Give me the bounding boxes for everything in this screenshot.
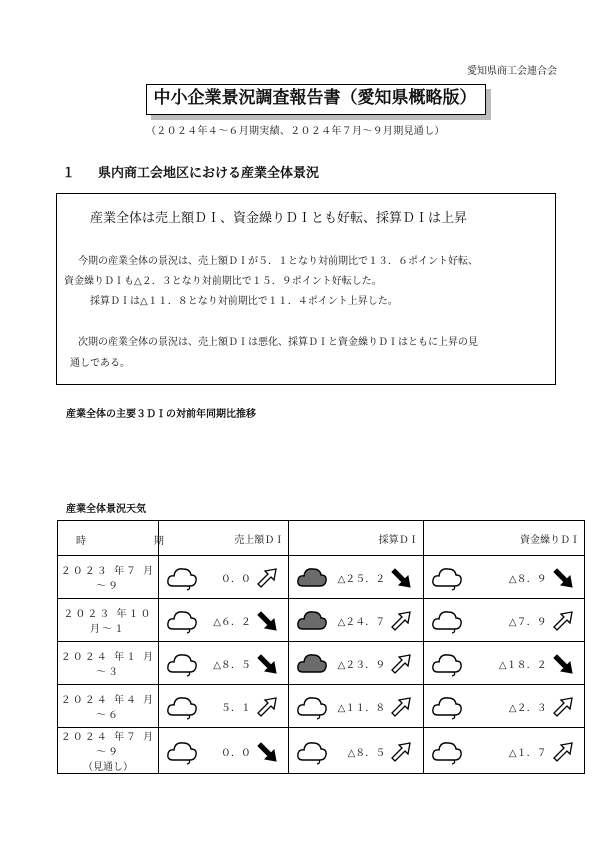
arrow-down-icon	[551, 566, 575, 590]
sales-value: ０．０	[220, 747, 251, 759]
funding-cell	[423, 642, 584, 685]
period-header-label: 時	[76, 536, 86, 547]
arrow-up-icon	[389, 740, 413, 764]
arrow-up-icon	[389, 652, 413, 676]
di-trend-heading: 産業全体の主要３ＤＩの対前年同期比推移	[66, 409, 256, 420]
arrow-down-icon	[255, 652, 279, 676]
funding-value: △８．９	[508, 574, 547, 585]
sales-cell	[158, 556, 288, 599]
funding-value: △２．３	[508, 703, 547, 714]
sales-cell	[158, 685, 288, 728]
period-label: ２０２３ 年１０ 月～１	[63, 609, 153, 635]
section-heading	[62, 162, 319, 181]
summary-paragraph-line: 次期の産業全体の景況は、売上額ＤＩは悪化、採算ＤＩと資金繰りＤＩはともに上昇の見	[78, 337, 478, 348]
profit-value: △１１．８	[337, 703, 386, 714]
arrow-up-icon	[255, 695, 279, 719]
section-title: 県内商工会地区における産業全体景況	[98, 166, 320, 181]
dark-cloud-icon	[295, 648, 329, 678]
cloud-icon	[165, 691, 199, 721]
funding-cell	[423, 599, 584, 642]
sales-cell	[158, 728, 288, 774]
sales-value: △６．２	[213, 617, 251, 628]
sales-cell	[158, 642, 288, 685]
sales-value: △８．５	[213, 660, 251, 671]
weather-row	[58, 685, 585, 728]
arrow-down-icon	[255, 740, 279, 764]
period-cell	[58, 599, 159, 642]
period-header	[58, 521, 164, 556]
summary-paragraph-line: 資金繰りＤＩも△２．３となり対前期比で１５．９ポイント好転した。	[64, 276, 382, 287]
cloud-icon	[295, 691, 329, 721]
organization-name: 愛知県商工会連合会	[467, 66, 557, 77]
sales-header: 売上額ＤＩ	[158, 521, 288, 556]
sales-value: ５．１	[220, 703, 251, 714]
profit-value: △２４．７	[337, 617, 386, 628]
weather-row	[58, 556, 585, 599]
profit-cell	[289, 556, 423, 599]
profit-value: △２５．２	[337, 574, 386, 585]
arrow-down-icon	[389, 566, 413, 590]
arrow-up-icon	[389, 609, 413, 633]
funding-value: △１８．２	[498, 660, 547, 671]
funding-cell	[423, 556, 584, 599]
funding-value: △７．９	[508, 617, 547, 628]
profit-cell	[289, 599, 423, 642]
arrow-down-icon	[255, 609, 279, 633]
period-note: （見通し）	[82, 762, 133, 773]
funding-header: 資金繰りＤＩ	[423, 521, 584, 556]
summary-paragraph-line: 通しである。	[70, 358, 130, 369]
cloud-icon	[430, 648, 464, 678]
arrow-down-icon	[551, 652, 575, 676]
cloud-icon	[165, 736, 199, 766]
profit-cell	[289, 642, 423, 685]
cloud-icon	[430, 605, 464, 635]
weather-table	[57, 520, 585, 774]
funding-cell	[423, 728, 584, 774]
summary-paragraph-line: 採算ＤＩは△１１．８となり対前期比で１１．４ポイント上昇した。	[90, 296, 398, 307]
period-header-label: 期	[153, 536, 164, 547]
summary-paragraph-line: 今期の産業全体の景況は、売上額ＤＩが５．１となり対前期比で１３．６ポイント好転、	[78, 256, 478, 267]
period-cell	[58, 642, 159, 685]
arrow-up-icon	[551, 695, 575, 719]
profit-cell	[289, 728, 423, 774]
section-number: １	[62, 166, 76, 181]
profit-value: △２３．９	[337, 660, 386, 671]
dark-cloud-icon	[295, 605, 329, 635]
funding-value: △１．７	[508, 747, 547, 759]
cloud-icon	[430, 736, 464, 766]
cloud-icon	[165, 562, 199, 592]
period-cell	[58, 556, 159, 599]
summary-headline: 産業全体は売上額ＤＩ、資金繰りＤＩとも好転、採算ＤＩは上昇	[90, 211, 468, 226]
cloud-icon	[165, 648, 199, 678]
period-label: ２０２４ 年４ 月～６	[60, 695, 156, 721]
arrow-up-icon	[551, 609, 575, 633]
period-label: ２０２４ 年１ 月～３	[60, 652, 156, 678]
weather-row	[58, 642, 585, 685]
arrow-up-icon	[255, 566, 279, 590]
dark-cloud-icon	[295, 562, 329, 592]
sales-cell	[158, 599, 288, 642]
sales-value: ０．０	[220, 574, 251, 585]
arrow-up-icon	[551, 740, 575, 764]
arrow-up-icon	[389, 695, 413, 719]
period-label: ２０２４ 年７ 月～９	[60, 732, 156, 758]
period-label: ２０２３ 年７ 月～９	[60, 566, 156, 592]
weather-row	[58, 728, 585, 774]
funding-cell	[423, 685, 584, 728]
weather-row	[58, 599, 585, 642]
profit-value: △８．５	[347, 747, 386, 759]
cloud-icon	[430, 691, 464, 721]
period-cell	[58, 728, 159, 774]
profit-cell	[289, 685, 423, 728]
cloud-icon	[295, 736, 329, 766]
report-title: 中小企業景況調査報告書（愛知県概略版）	[153, 88, 477, 108]
cloud-icon	[165, 605, 199, 635]
weather-heading: 産業全体景況天気	[66, 504, 146, 515]
period-cell	[58, 685, 159, 728]
cloud-icon	[430, 562, 464, 592]
report-subtitle: （２０２４年４～６月期実績、２０２４年７月～９月期見通し）	[146, 126, 445, 137]
profit-header: 採算ＤＩ	[289, 521, 423, 556]
